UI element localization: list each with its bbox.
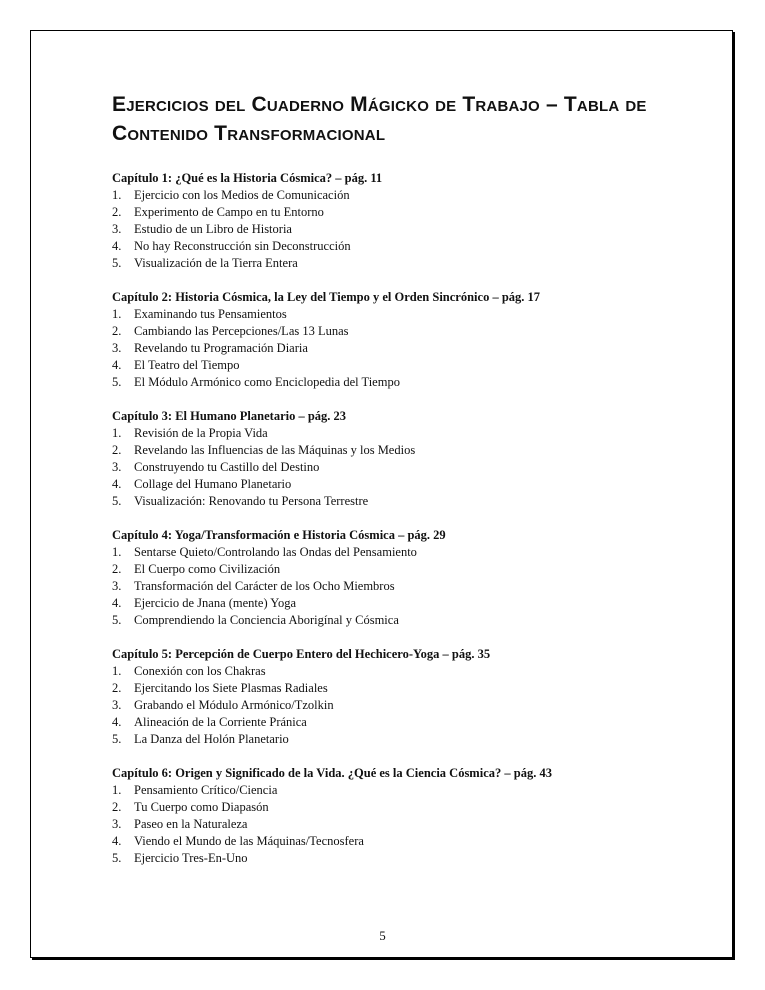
exercise-title: Transformación del Carácter de los Ocho Miembros bbox=[134, 579, 395, 593]
exercise-number: 5. bbox=[112, 732, 122, 746]
exercise-item bbox=[112, 459, 672, 476]
exercise-title: Ejercitando los Siete Plasmas Radiales bbox=[134, 681, 328, 695]
exercise-title: Viendo el Mundo de las Máquinas/Tecnosfera bbox=[134, 834, 364, 848]
exercise-item bbox=[112, 442, 672, 459]
document-title: Ejercicios del Cuaderno Mágicko de Trabajo – Tabla de Contenido Transformacional bbox=[112, 93, 647, 145]
exercise-number: 2. bbox=[112, 205, 122, 219]
exercise-title: Collage del Humano Planetario bbox=[134, 477, 292, 491]
exercise-title: Visualización de la Tierra Entera bbox=[134, 256, 298, 270]
exercise-title: Tu Cuerpo como Diapasón bbox=[134, 800, 269, 814]
chapter-section bbox=[112, 170, 672, 272]
exercise-item bbox=[112, 374, 672, 391]
exercise-title: No hay Reconstrucción sin Deconstrucción bbox=[134, 239, 351, 253]
exercise-title: Alineación de la Corriente Pránica bbox=[134, 715, 307, 729]
exercise-number: 4. bbox=[112, 596, 122, 610]
exercise-number: 5. bbox=[112, 851, 122, 865]
exercise-item bbox=[112, 221, 672, 238]
chapter-section bbox=[112, 408, 672, 510]
exercise-title: Ejercicio Tres-En-Uno bbox=[134, 851, 248, 865]
exercise-number: 1. bbox=[112, 545, 122, 559]
exercise-number: 5. bbox=[112, 375, 122, 389]
exercise-item bbox=[112, 578, 672, 595]
chapter-section bbox=[112, 527, 672, 629]
exercise-item bbox=[112, 612, 672, 629]
exercise-item bbox=[112, 204, 672, 221]
exercise-item bbox=[112, 544, 672, 561]
exercise-title: Sentarse Quieto/Controlando las Ondas del Pensamiento bbox=[134, 545, 417, 559]
exercise-number: 2. bbox=[112, 324, 122, 338]
exercise-item bbox=[112, 306, 672, 323]
table-of-contents bbox=[112, 90, 672, 884]
exercise-item bbox=[112, 680, 672, 697]
exercise-title: Construyendo tu Castillo del Destino bbox=[134, 460, 320, 474]
exercise-number: 5. bbox=[112, 256, 122, 270]
exercise-item bbox=[112, 476, 672, 493]
exercise-title: Experimento de Campo en tu Entorno bbox=[134, 205, 324, 219]
exercise-list bbox=[112, 782, 672, 867]
exercise-item bbox=[112, 255, 672, 272]
chapter-heading: Capítulo 6: Origen y Significado de la Vida. ¿Qué es la Ciencia Cósmica? – pág. 43 bbox=[112, 766, 552, 780]
exercise-title: Conexión con los Chakras bbox=[134, 664, 266, 678]
exercise-number: 3. bbox=[112, 579, 122, 593]
exercise-title: El Cuerpo como Civilización bbox=[134, 562, 281, 576]
exercise-title: Estudio de un Libro de Historia bbox=[134, 222, 292, 236]
exercise-number: 2. bbox=[112, 681, 122, 695]
exercise-number: 4. bbox=[112, 358, 122, 372]
exercise-title: La Danza del Holón Planetario bbox=[134, 732, 289, 746]
exercise-number: 2. bbox=[112, 562, 122, 576]
exercise-number: 1. bbox=[112, 664, 122, 678]
exercise-item bbox=[112, 799, 672, 816]
chapter-section bbox=[112, 289, 672, 391]
exercise-item bbox=[112, 697, 672, 714]
exercise-number: 3. bbox=[112, 222, 122, 236]
exercise-title: Ejercicio con los Medios de Comunicación bbox=[134, 188, 350, 202]
exercise-item bbox=[112, 323, 672, 340]
exercise-number: 2. bbox=[112, 443, 122, 457]
exercise-number: 4. bbox=[112, 239, 122, 253]
exercise-number: 4. bbox=[112, 715, 122, 729]
exercise-title: Examinando tus Pensamientos bbox=[134, 307, 287, 321]
exercise-item bbox=[112, 187, 672, 204]
exercise-number: 5. bbox=[112, 613, 122, 627]
exercise-title: Visualización: Renovando tu Persona Terrestre bbox=[134, 494, 369, 508]
exercise-list bbox=[112, 663, 672, 748]
exercise-item bbox=[112, 850, 672, 867]
exercise-number: 5. bbox=[112, 494, 122, 508]
exercise-item bbox=[112, 238, 672, 255]
exercise-item bbox=[112, 663, 672, 680]
page-number: 5 bbox=[379, 928, 386, 943]
exercise-number: 3. bbox=[112, 817, 122, 831]
exercise-item bbox=[112, 782, 672, 799]
exercise-number: 3. bbox=[112, 698, 122, 712]
exercise-number: 4. bbox=[112, 477, 122, 491]
chapter-heading: Capítulo 2: Historia Cósmica, la Ley del Tiempo y el Orden Sincrónico – pág. 17 bbox=[112, 290, 541, 304]
exercise-list bbox=[112, 544, 672, 629]
exercise-number: 1. bbox=[112, 188, 122, 202]
exercise-number: 1. bbox=[112, 783, 122, 797]
exercise-number: 2. bbox=[112, 800, 122, 814]
exercise-title: Ejercicio de Jnana (mente) Yoga bbox=[134, 596, 297, 610]
exercise-title: Cambiando las Percepciones/Las 13 Lunas bbox=[134, 324, 349, 338]
exercise-item bbox=[112, 340, 672, 357]
exercise-title: El Teatro del Tiempo bbox=[134, 358, 240, 372]
exercise-item bbox=[112, 357, 672, 374]
exercise-title: Paseo en la Naturaleza bbox=[134, 817, 248, 831]
exercise-number: 1. bbox=[112, 307, 122, 321]
chapter-list bbox=[112, 170, 672, 867]
exercise-list bbox=[112, 425, 672, 510]
exercise-item bbox=[112, 425, 672, 442]
exercise-item bbox=[112, 816, 672, 833]
exercise-item bbox=[112, 595, 672, 612]
exercise-title: Revisión de la Propia Vida bbox=[134, 426, 268, 440]
exercise-title: Pensamiento Crítico/Ciencia bbox=[134, 783, 278, 797]
chapter-heading: Capítulo 4: Yoga/Transformación e Historia Cósmica – pág. 29 bbox=[112, 528, 446, 542]
exercise-list bbox=[112, 187, 672, 272]
chapter-section bbox=[112, 646, 672, 748]
exercise-title: Grabando el Módulo Armónico/Tzolkin bbox=[134, 698, 334, 712]
exercise-item bbox=[112, 731, 672, 748]
exercise-list bbox=[112, 306, 672, 391]
chapter-heading: Capítulo 1: ¿Qué es la Historia Cósmica? – pág. 11 bbox=[112, 171, 383, 185]
exercise-title: El Módulo Armónico como Enciclopedia del Tiempo bbox=[134, 375, 400, 389]
exercise-title: Comprendiendo la Conciencia Aborigínal y Cósmica bbox=[134, 613, 399, 627]
chapter-heading: Capítulo 5: Percepción de Cuerpo Entero del Hechicero-Yoga – pág. 35 bbox=[112, 647, 491, 661]
exercise-title: Revelando tu Programación Diaria bbox=[134, 341, 308, 355]
exercise-item bbox=[112, 493, 672, 510]
chapter-heading: Capítulo 3: El Humano Planetario – pág. 23 bbox=[112, 409, 347, 423]
exercise-title: Revelando las Influencias de las Máquinas y los Medios bbox=[134, 443, 416, 457]
exercise-item bbox=[112, 833, 672, 850]
chapter-section bbox=[112, 765, 672, 867]
exercise-number: 1. bbox=[112, 426, 122, 440]
exercise-number: 3. bbox=[112, 460, 122, 474]
exercise-item bbox=[112, 714, 672, 731]
exercise-number: 3. bbox=[112, 341, 122, 355]
exercise-number: 4. bbox=[112, 834, 122, 848]
exercise-item bbox=[112, 561, 672, 578]
